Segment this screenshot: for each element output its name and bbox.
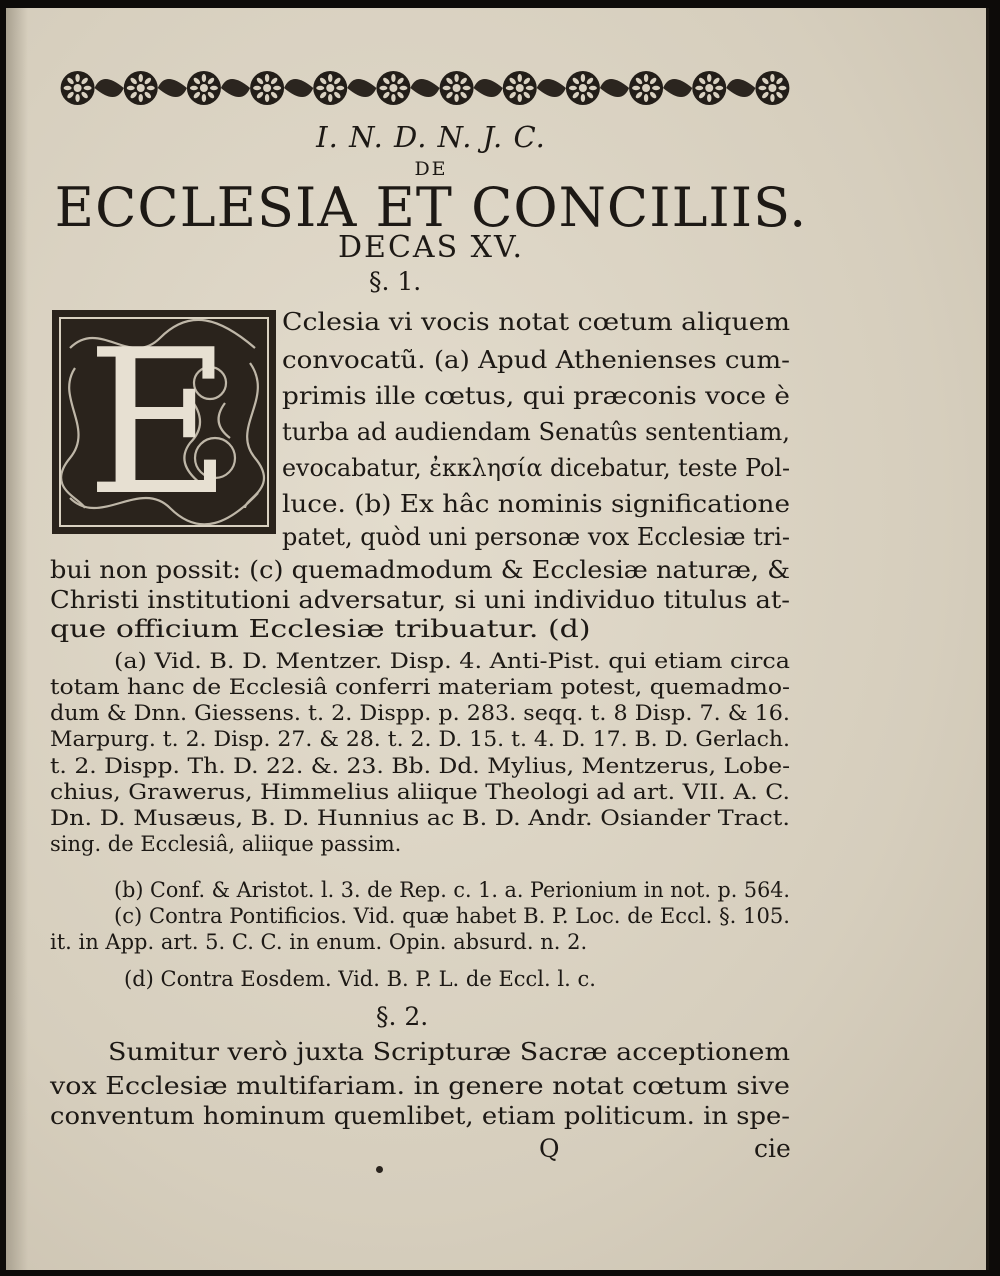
section-mark-2: §. 2.	[376, 1002, 429, 1031]
footnote-line: (c) Contra Pontificios. Vid. quæ habet B. P. Loc. de Eccl. §. 105.	[114, 904, 790, 928]
ornament-flower-icon	[629, 71, 692, 105]
body-text-line: vox Ecclesiæ multifariam. in genere notat cœtum sive	[50, 1072, 790, 1100]
footnote-line: Dn. D. Musæus, B. D. Hunnius ac B. D. Andr. Osiander Tract.	[50, 806, 790, 830]
body-text-line: convocatũ. (a) Apud Athenienses cum-	[282, 346, 790, 374]
body-text-line: patet, quòd uni personæ vox Ecclesiæ tri-	[282, 523, 790, 551]
ornament-flower-icon	[440, 71, 503, 105]
ornament-flower-icon	[124, 71, 187, 105]
signature-mark: Q	[539, 1134, 560, 1163]
footnote-line: (a) Vid. B. D. Mentzer. Disp. 4. Anti-Pist. qui etiam circa	[114, 649, 790, 673]
initial-letter: E	[86, 307, 232, 540]
decorated-initial	[50, 307, 278, 540]
body-text-line: bui non possit: (c) quemadmodum & Ecclesiæ naturæ, &	[50, 556, 790, 584]
footnote-line: chius, Grawerus, Himmelius aliique Theologi ad art. VII. A. C.	[50, 780, 790, 804]
ornament-flower-icon	[250, 71, 313, 105]
invocation-line: I. N. D. N. J. C.	[316, 120, 546, 154]
ornament-flower-icon	[376, 71, 439, 105]
body-text-line: turba ad audiendam Senatûs sententiam,	[282, 418, 790, 446]
ornament-flower-icon	[692, 71, 755, 105]
footnote-line: totam hanc de Ecclesiâ conferri materiam potest, quemadmo-	[50, 675, 790, 699]
catchword: cie	[754, 1134, 791, 1163]
page-title: ECCLESIA ET CONCILIIS.	[54, 176, 808, 239]
body-text-line: que officium Ecclesiæ tribuatur. (d)	[50, 615, 591, 643]
ornament-flower-icon	[755, 71, 789, 105]
section-mark-1: §. 1.	[369, 267, 422, 296]
footnote-line: sing. de Ecclesiâ, aliique passim.	[50, 832, 402, 856]
footnote-line: (d) Contra Eosdem. Vid. B. P. L. de Eccl. l. c.	[124, 967, 596, 991]
body-text-line: conventum hominum quemlibet, etiam politicum. in spe-	[50, 1102, 790, 1130]
body-text-line: Christi institutioni adversatur, si uni individuo titulus at-	[50, 586, 790, 614]
footnote-line: dum & Dnn. Giessens. t. 2. Dispp. p. 283. seqq. t. 8 Disp. 7. & 16.	[50, 701, 790, 725]
title-preposition: DE	[414, 158, 448, 180]
body-text-line: primis ille cœtus, qui præconis voce è	[282, 382, 790, 410]
ornament-flower-icon	[503, 71, 566, 105]
ornament-flower-icon	[187, 71, 250, 105]
body-text-line: evocabatur, ἐκκλησία dicebatur, teste Pol-	[282, 454, 790, 482]
body-text-line: Cclesia vi vocis notat cœtum aliquem	[282, 308, 790, 336]
book-page	[6, 8, 989, 1270]
body-text-line: luce. (b) Ex hâc nominis significatione	[282, 490, 790, 518]
ornament-flower-icon	[313, 71, 376, 105]
footnote-line: t. 2. Dispp. Th. D. 22. &. 23. Bb. Dd. Mylius, Mentzerus, Lobe-	[50, 754, 790, 778]
ornament-flower-icon	[61, 71, 124, 105]
ornament-flower-icon	[566, 71, 629, 105]
body-text-line: Sumitur verò juxta Scripturæ Sacræ acceptionem	[108, 1038, 790, 1066]
ink-speck	[376, 1166, 383, 1173]
footnote-line: it. in App. art. 5. C. C. in enum. Opin. absurd. n. 2.	[50, 930, 588, 954]
footnote-line: (b) Conf. & Aristot. l. 3. de Rep. c. 1. a. Perionium in not. p. 564.	[114, 878, 790, 902]
footnote-line: Marpurg. t. 2. Disp. 27. & 28. t. 2. D. 15. t. 4. D. 17. B. D. Gerlach.	[50, 727, 790, 751]
ornamental-header-band	[46, 58, 804, 118]
decas-subtitle: DECAS XV.	[338, 230, 524, 265]
